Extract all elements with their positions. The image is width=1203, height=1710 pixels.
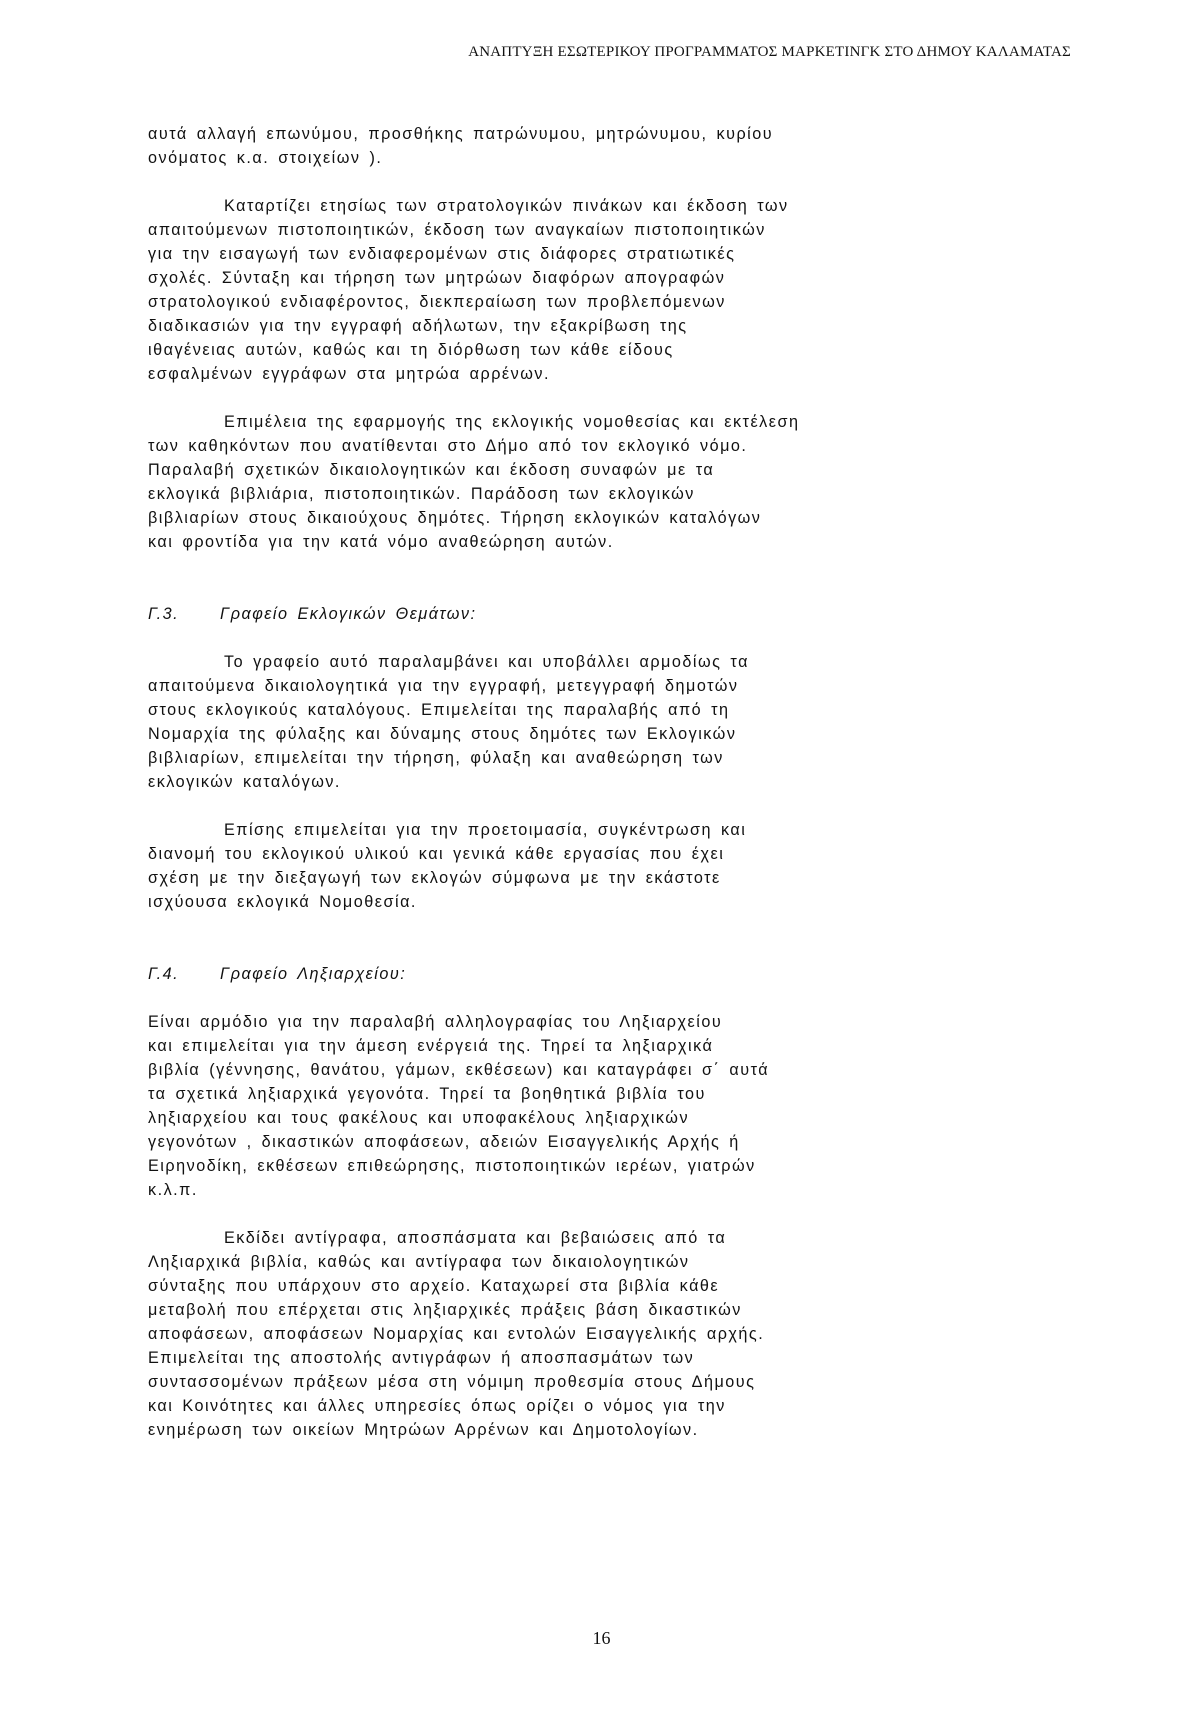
- paragraph-g3-2: [148, 818, 1060, 914]
- text-line: βιβλία (γέννησης, θανάτου, γάμων, εκθέσεων) και καταγράφει σ΄ αυτά: [148, 1061, 770, 1079]
- text-line: ιθαγένειας αυτών, καθώς και τη διόρθωση των κάθε είδους: [148, 341, 674, 359]
- section-title: Γραφείο Ληξιαρχείου:: [220, 965, 407, 983]
- text-line: Καταρτίζει ετησίως των στρατολογικών πινάκων και έκδοση των: [224, 197, 789, 215]
- text-line: στους εκλογικούς καταλόγους. Επιμελείται της παραλαβής από τη: [148, 701, 730, 719]
- text-line: και Κοινότητες και άλλες υπηρεσίες όπως ορίζει ο νόμος για την: [148, 1397, 726, 1415]
- text-line: Εκδίδει αντίγραφα, αποσπάσματα και βεβαιώσεις από τα: [224, 1229, 727, 1247]
- text-line: απαιτούμενων πιστοποιητικών, έκδοση των αναγκαίων πιστοποιητικών: [148, 221, 766, 239]
- text-line: για την εισαγωγή των ενδιαφερομένων στις διάφορες στρατιωτικές: [148, 245, 736, 263]
- page-number: 16: [592, 1628, 611, 1648]
- text-line: ληξιαρχείου και τους φακέλους και υποφακέλους ληξιαρχικών: [148, 1109, 690, 1127]
- section-heading-g4: [148, 962, 1060, 986]
- text-line: συντασσομένων πράξεων μέσα στη νόμιμη προθεσμία στους Δήμους: [148, 1373, 756, 1391]
- text-line: βιβλιαρίων, επιμελείται την τήρηση, φύλαξη και αναθεώρηση των: [148, 749, 724, 767]
- text-line: σχολές. Σύνταξη και τήρηση των μητρώων διαφόρων απογραφών: [148, 269, 726, 287]
- text-line: διανομή του εκλογικού υλικού και γενικά κάθε εργασίας που έχει: [148, 845, 725, 863]
- text-line: Επιμελείται της αποστολής αντιγράφων ή αποσπασμάτων των: [148, 1349, 695, 1367]
- section-heading-g3: [148, 602, 1060, 626]
- text-line: ενημέρωση των οικείων Μητρώων Αρρένων και Δημοτολογίων.: [148, 1421, 699, 1439]
- text-line: Νομαρχία της φύλαξης και δύναμης στους δημότες των Εκλογικών: [148, 725, 737, 743]
- text-line: αυτά αλλαγή επωνύμου, προσθήκης πατρώνυμου, μητρώνυμου, κυρίου: [148, 125, 774, 143]
- text-line: εσφαλμένων εγγράφων στα μητρώα αρρένων.: [148, 365, 550, 383]
- text-line: Επίσης επιμελείται για την προετοιμασία, συγκέντρωση και: [224, 821, 747, 839]
- text-line: Επιμέλεια της εφαρμογής της εκλογικής νομοθεσίας και εκτέλεση: [224, 413, 800, 431]
- text-line: Το γραφείο αυτό παραλαμβάνει και υποβάλλει αρμοδίως τα: [224, 653, 749, 671]
- text-line: σχέση με την διεξαγωγή των εκλογών σύμφωνα με την εκάστοτε: [148, 869, 721, 887]
- text-line: Ειρηνοδίκη, εκθέσεων επιθεώρησης, πιστοποιητικών ιερέων, γιατρών: [148, 1157, 756, 1175]
- paragraph-g3-1: [148, 650, 1060, 794]
- text-line: Παραλαβή σχετικών δικαιολογητικών και έκδοση συναφών με τα: [148, 461, 715, 479]
- text-line: των καθηκόντων που ανατίθενται στο Δήμο από τον εκλογικό νόμο.: [148, 437, 748, 455]
- text-line: ισχύουσα εκλογικά Νομοθεσία.: [148, 893, 417, 911]
- text-line: γεγονότων , δικαστικών αποφάσεων, αδειών Εισαγγελικής Αρχής ή: [148, 1133, 740, 1151]
- text-line: ονόματος κ.α. στοιχείων ).: [148, 149, 383, 167]
- text-line: τα σχετικά ληξιαρχικά γεγονότα. Τηρεί τα βοηθητικά βιβλία του: [148, 1085, 706, 1103]
- text-line: διαδικασιών για την εγγραφή αδήλωτων, την εξακρίβωση της: [148, 317, 688, 335]
- document-body: [148, 122, 1060, 1442]
- section-number: Γ.3.: [148, 605, 180, 623]
- section-number: Γ.4.: [148, 965, 180, 983]
- paragraph-military-registry: [148, 194, 1060, 386]
- section-title: Γραφείο Εκλογικών Θεμάτων:: [220, 605, 477, 623]
- text-line: εκλογικά βιβλιάρια, πιστοποιητικών. Παράδοση των εκλογικών: [148, 485, 695, 503]
- paragraph-electoral-law: [148, 410, 1060, 554]
- text-line: κ.λ.π.: [148, 1181, 198, 1199]
- paragraph-continuation: [148, 122, 1060, 170]
- text-line: και επιμελείται για την άμεση ενέργειά της. Τηρεί τα ληξιαρχικά: [148, 1037, 714, 1055]
- text-line: Ληξιαρχικά βιβλία, καθώς και αντίγραφα των δικαιολογητικών: [148, 1253, 690, 1271]
- text-line: στρατολογικού ενδιαφέροντος, διεκπεραίωση των προβλεπόμενων: [148, 293, 726, 311]
- text-line: και φροντίδα για την κατά νόμο αναθεώρηση αυτών.: [148, 533, 614, 551]
- paragraph-g4-2: [148, 1226, 1060, 1442]
- text-line: σύνταξης που υπάρχουν στο αρχείο. Καταχωρεί στα βιβλία κάθε: [148, 1277, 720, 1295]
- text-line: αποφάσεων, αποφάσεων Νομαρχίας και εντολών Εισαγγελικής αρχής.: [148, 1325, 765, 1343]
- text-line: εκλογικών καταλόγων.: [148, 773, 341, 791]
- running-header: ΑΝΑΠΤΥΞΗ ΕΣΩΤΕΡΙΚΟΥ ΠΡΟΓΡΑΜΜΑΤΟΣ ΜΑΡΚΕΤΙΝΓΚ ΣΤΟ ΔΗΜΟΥ ΚΑΛΑΜΑΤΑΣ: [468, 44, 1071, 60]
- text-line: Είναι αρμόδιο για την παραλαβή αλληλογραφίας του Ληξιαρχείου: [148, 1013, 723, 1031]
- paragraph-g4-1: [148, 1010, 1060, 1202]
- text-line: βιβλιαρίων στους δικαιούχους δημότες. Τήρηση εκλογικών καταλόγων: [148, 509, 762, 527]
- text-line: απαιτούμενα δικαιολογητικά για την εγγραφή, μετεγγραφή δημοτών: [148, 677, 739, 695]
- text-line: μεταβολή που επέρχεται στις ληξιαρχικές πράξεις βάση δικαστικών: [148, 1301, 742, 1319]
